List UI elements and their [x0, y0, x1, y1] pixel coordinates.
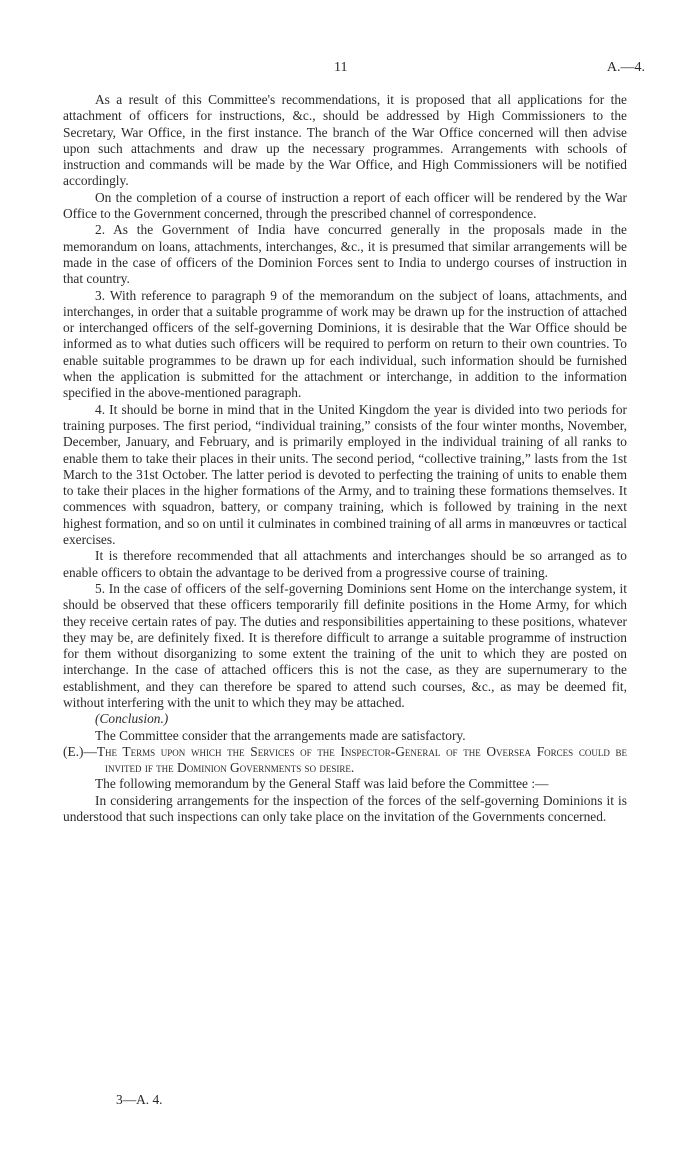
- paragraph: As a result of this Committee's recommendations, it is proposed that all applications for the attachment of officers for instructions, &c., should be addressed by High Commissioners to the Secretary, War Office, in the first instance. The branch of the War Office concerned will then advise upon such attachments and draw up the necessary programmes. Arrangements with schools of instruction and commands will be made by the War Office, and High Commissioners will be notified accordingly.: [63, 92, 627, 189]
- paragraph: The following memorandum by the General Staff was laid before the Committee :—: [95, 776, 549, 792]
- body-text: [63, 92, 627, 825]
- conclusion-heading: (Conclusion.): [95, 711, 169, 727]
- page-number: 11: [334, 60, 348, 75]
- paragraph: 4. It should be borne in mind that in the United Kingdom the year is divided into two periods for training purposes. The first period, “individual training,” consists of the four winter months, November, December, January, and February, and is primarily employed in the individual training of all ranks to enable them to take their places in their units. The second period, “collective training,” lasts from the 1st March to the 31st October. The latter period is devoted to perfecting the training of units to enable them to take their places in the higher formations of the Army, and to training these formations themselves. It commences with squadron, battery, or company training, which is followed by training in the next highest formation, and so on until it culminates in combined training of all arms in manœuvres or tactical exercises.: [63, 401, 627, 548]
- paragraph: On the completion of a course of instruction a report of each officer will be rendered by the War Office to the Government concerned, through the prescribed channel of correspondence.: [63, 189, 627, 222]
- paragraph: It is therefore recommended that all attachments and interchanges should be so arranged as to enable officers to obtain the advantage to be derived from a progressive course of training.: [63, 548, 627, 580]
- section-heading: (E.)—The Terms upon which the Services of the Inspector-General of the Oversea Forces could be invited if the Dominion Governments so desire.: [63, 743, 627, 776]
- paragraph: 2. As the Government of India have concurred generally in the proposals made in the memorandum on loans, attachments, interchanges, &c., it is presumed that similar arrangements will be made in the case of officers of the Dominion Forces sent to India to undergo courses of instruction in that country.: [63, 222, 627, 287]
- paragraph: 3. With reference to paragraph 9 of the memorandum on the subject of loans, attachments, and interchanges, in order that a suitable programme of work may be drawn up for the instruction of attached or interchanged officers of the self-governing Dominions, it is desirable that the War Office should be informed as to what duties such officers will be required to perform on return to their own countries. To enable suitable programmes to be drawn up for each individual, such information should be furnished when the application is submitted for the attachment or interchange, in addition to the information specified in the above-mentioned paragraph.: [63, 287, 627, 401]
- paragraph: 5. In the case of officers of the self-governing Dominions sent Home on the interchange system, it should be observed that these officers temporarily fill definite positions in the Home Army, for which they receive certain rates of pay. The duties and responsibilities appertaining to these positions, whatever they may be, are definitely fixed. It is therefore difficult to arrange a suitable programme of instruction for them without disorganizing to some extent the training of the unit to which they are posted on interchange. In the case of attached officers this is not the case, as they are supernumerary to the establishment, and they can therefore be spared to attend such courses, &c., as may be deemed fit, without interfering with the unit to which they may be attached.: [63, 580, 627, 710]
- conclusion-text: The Committee consider that the arrangements made are satisfactory.: [95, 727, 466, 743]
- document-reference: A.—4.: [606, 60, 645, 75]
- footer-signature: 3—A. 4.: [116, 1092, 163, 1107]
- paragraph: In considering arrangements for the inspection of the forces of the self-governing Dominions it is understood that such inspections can only take place on the invitation of the Governments concerned.: [63, 792, 627, 825]
